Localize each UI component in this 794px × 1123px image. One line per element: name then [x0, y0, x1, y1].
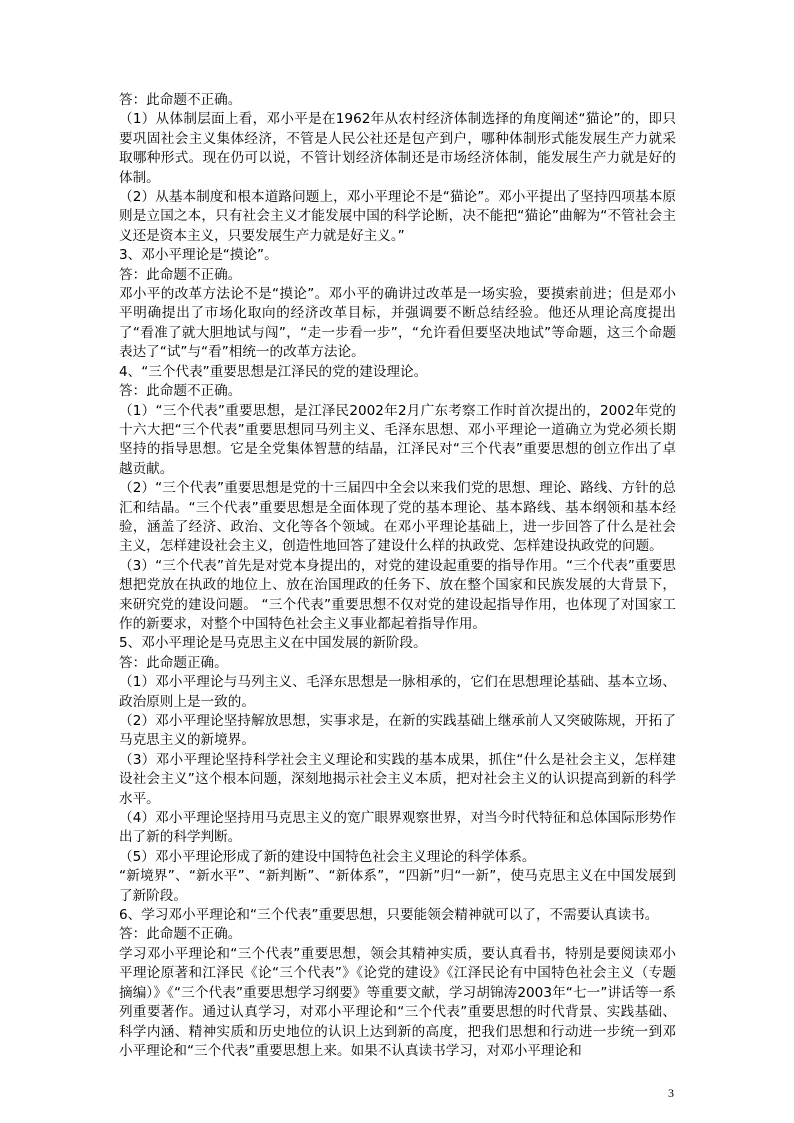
paragraph: （5）邓小平理论形成了新的建设中国特色社会主义理论的科学体系。: [119, 848, 536, 865]
paragraph: 答：此命题不正确。: [119, 92, 242, 108]
paragraph: （3）邓小平理论坚持科学社会主义理论和实践的基本成果，抓住“什么是社会主义，怎样建设社会主义”这个根本问题，深刻地揭示社会主义本质，把对社会主义的认识提高到新的科学水平。: [119, 751, 676, 807]
question-heading: 4、“三个代表”重要思想是江泽民的党的建设理论。: [119, 363, 428, 380]
paragraph: （1）从体制层面上看，邓小平是在1962年从农村经济体制选择的角度阐述“猫论”的，即只要巩固社会主义集体经济，不管是人民公社还是包产到户，哪种体制形式能发展生产力就采取哪种形式。现在仍可以说，不管计划经济体制还是市场经济体制，能发展生产力就是好的体制。: [119, 111, 676, 186]
paragraph: （2）邓小平理论坚持解放思想，实事求是，在新的实践基础上继承前人又突破陈规，开拓了马克思主义的新境界。: [119, 713, 676, 749]
question-heading: 6、学习邓小平理论和“三个代表”重要思想，只要能领会精神就可以了，不需要认真读书。: [119, 907, 659, 924]
paragraph: 答：此命题不正确。: [119, 383, 242, 400]
page-number: 3: [668, 1086, 674, 1100]
paragraph: 答：此命题正确。: [119, 654, 228, 671]
paragraph: （2）从基本制度和根本道路问题上，邓小平理论不是“猫论”。邓小平提出了坚持四项基本原则是立国之本，只有社会主义才能发展中国的科学论断，决不能把“猫论”曲解为“不管社会主义还是资本主义，只要发展生产力就是好主义。”: [119, 189, 676, 244]
paragraph: 学习邓小平理论和“三个代表”重要思想，领会其精神实质，要认真看书，特别是要阅读邓小平理论原著和江泽民《论“三个代表”》《论党的建设》《江泽民论有中国特色社会主义（专题摘编）》《“三个代表”重要思想学习纲要》等重要文献，学习胡锦涛2003年“七一”讲话等一系列重要著作。通过认真学习，对邓小平理论和“三个代表”重要思想的时代背景、实践基础、科学内涵、精神实质和历史地位的认识上达到新的高度，把我们思想和行动进一步统一到邓小平理论和“三个代表”重要思想上来。如果不认真读书学习，对邓小平理论和: [119, 945, 676, 1059]
paragraph: （2）“三个代表”重要思想是党的十三届四中全会以来我们党的思想、理论、路线、方针的总汇和结晶。“三个代表”重要思想是全面体现了党的基本理论、基本路线、基本纲领和基本经验，涵盖了经济、政治、文化等各个领域。在邓小平理论基础上，进一步回答了什么是社会主义，怎样建设社会主义，创造性地回答了建设什么样的执政党、怎样建设执政党的问题。: [119, 480, 676, 555]
paragraph: （3）“三个代表”首先是对党本身提出的，对党的建设起重要的指导作用。“三个代表”重要思想把党放在执政的地位上、放在治国理政的任务下、放在整个国家和民族发展的大背景下，来研究党的建设问题。 “三个代表”重要思想不仅对党的建设起指导作用，也体现了对国家工作的新要求，对整个中国特色社会主义事业都起着指导作用。: [119, 557, 676, 632]
question-heading: 3、邓小平理论是“摸论”。: [119, 247, 278, 264]
paragraph: 答：此命题不正确。: [119, 266, 242, 283]
paragraph: （1）邓小平理论与马列主义、毛泽东思想是一脉相承的，它们在思想理论基础、基本立场、政治原则上是一致的。: [119, 674, 676, 710]
paragraph: （4）邓小平理论坚持用马克思主义的宽广眼界观察世界，对当今时代特征和总体国际形势作出了新的科学判断。: [119, 810, 676, 846]
paragraph: “新境界”、“新水平”、“新判断”、“新体系”，“四新”归“一新”，使马克思主义在中国发展到了新阶段。: [119, 868, 676, 904]
document-body: [119, 91, 676, 1061]
paragraph: 邓小平的改革方法论不是“摸论”。邓小平的确讲过改革是一场实验，要摸索前进；但是邓小平明确提出了市场化取向的经济改革目标，并强调要不断总结经验。他还从理论高度提出了“看准了就大胆地试与闯”，“走一步看一步”，“允许看但要坚决地试”等命题，这三个命题表达了“试”与“看”相统一的改革方法论。: [119, 286, 676, 361]
paragraph: （1）“三个代表”重要思想，是江泽民2002年2月广东考察工作时首次提出的，2002年党的十六大把“三个代表”重要思想同马列主义、毛泽东思想、邓小平理论一道确立为党必须长期坚持的指导思想。它是全党集体智慧的结晶，江泽民对“三个代表”重要思想的创立作出了卓越贡献。: [119, 402, 676, 477]
question-heading: 5、邓小平理论是马克思主义在中国发展的新阶段。: [119, 635, 427, 652]
paragraph: 答：此命题不正确。: [119, 926, 242, 943]
